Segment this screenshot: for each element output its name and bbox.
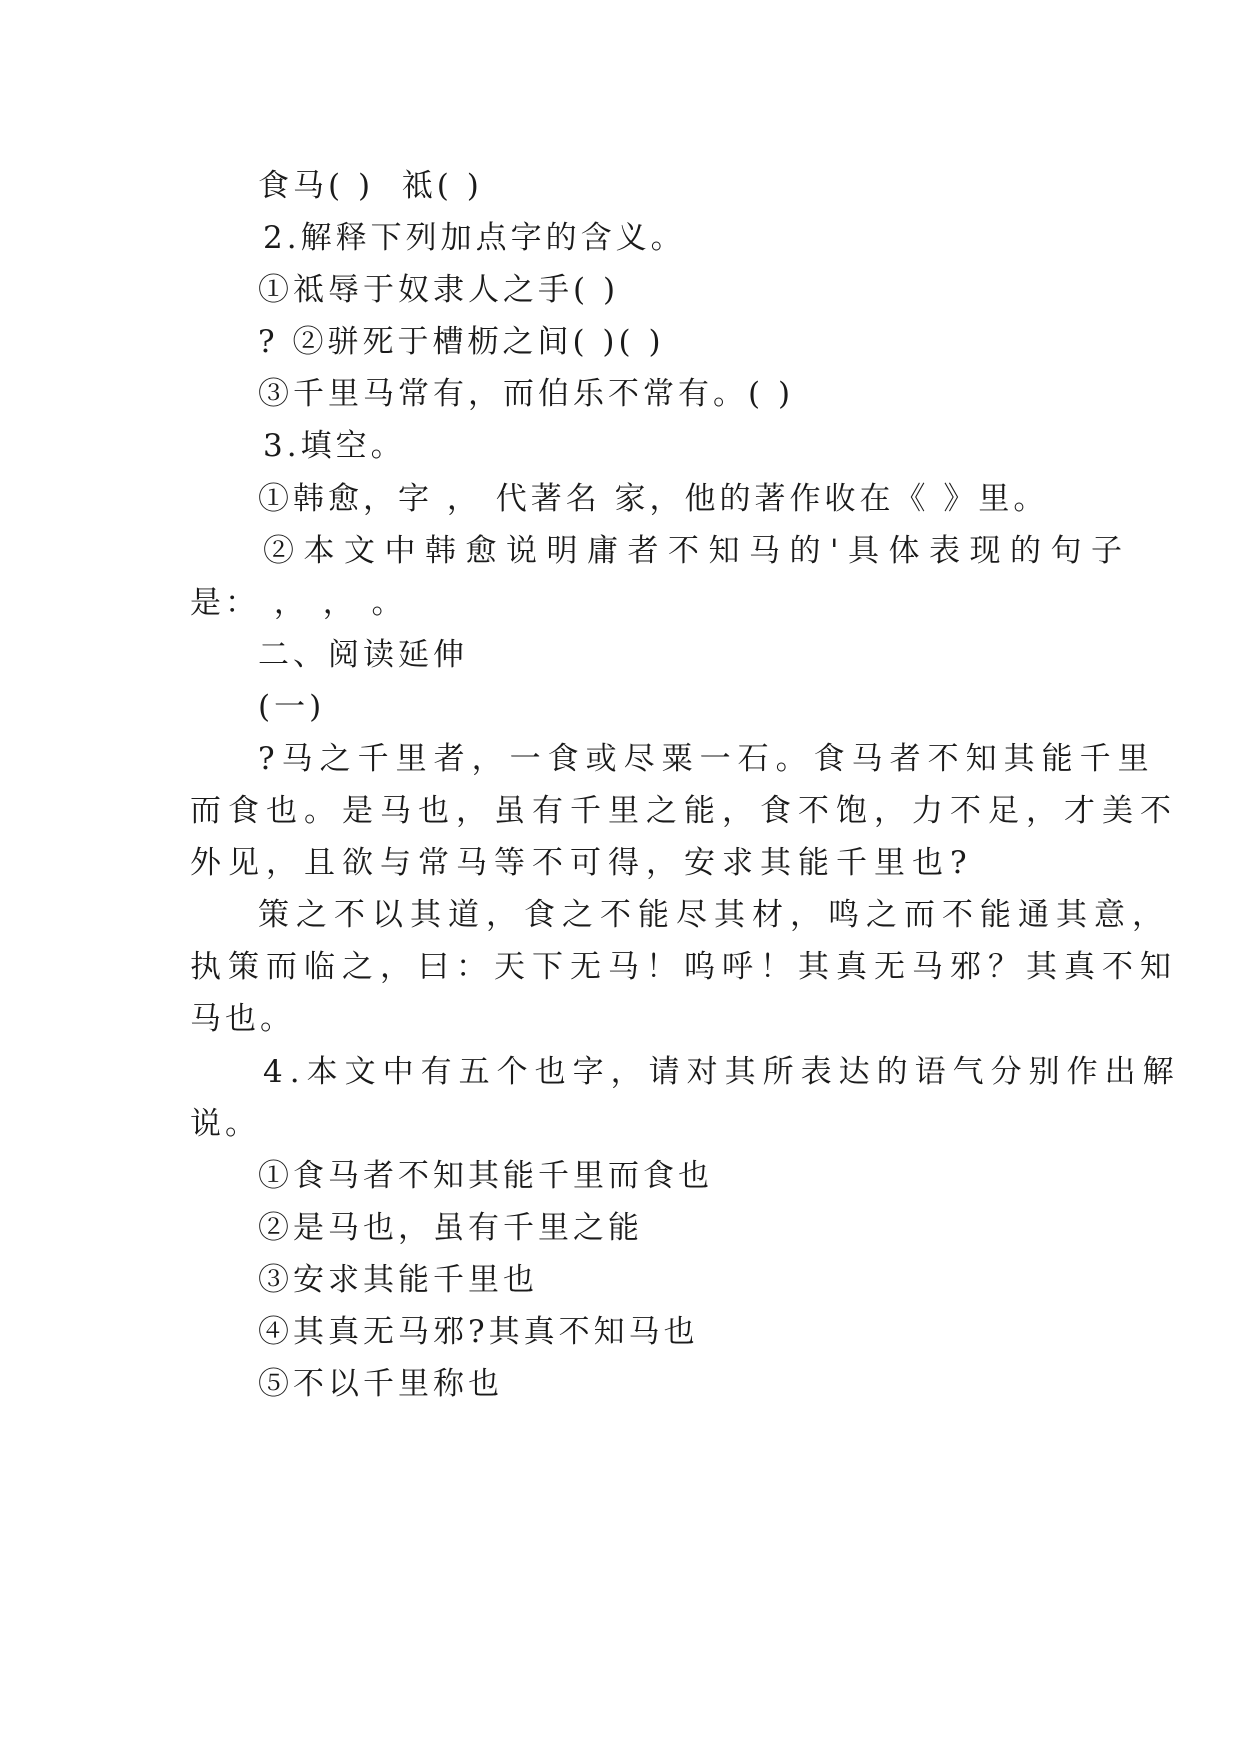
sub-item-1: ①食马者不知其能千里而食也 bbox=[258, 1158, 713, 1194]
question-4-line-1: 4.本文中有五个也字，请对其所表达的语气分别作出解 bbox=[263, 1054, 1181, 1090]
passage-line-6: 马也。 bbox=[190, 1001, 295, 1037]
text-line-8: ②本文中韩愈说明庸者不知马的'具体表现的句子 bbox=[263, 533, 1132, 569]
question-2-heading: 2.解释下列加点字的含义。 bbox=[263, 220, 686, 256]
passage-line-2: 而食也。是马也，虽有千里之能，食不饱，力不足，才美不 bbox=[190, 793, 1178, 829]
passage-line-5: 执策而临之，曰：天下无马！呜呼！其真无马邪？其真不知 bbox=[190, 949, 1178, 985]
text-line-5: ③千里马常有，而伯乐不常有。( ) bbox=[258, 376, 795, 412]
question-4-line-2: 说。 bbox=[190, 1106, 260, 1142]
sub-item-2: ②是马也，虽有千里之能 bbox=[258, 1210, 643, 1246]
subsection-label: (一) bbox=[258, 689, 326, 725]
text-line-9: 是： ， ， 。 bbox=[190, 585, 407, 621]
passage-line-1: ?马之千里者，一食或尽粟一石。食马者不知其能千里 bbox=[258, 741, 1156, 777]
text-line-7: ①韩愈，字 ， 代著名 家，他的著作收在《 》里。 bbox=[258, 481, 1049, 517]
text-line-3: ①祗辱于奴隶人之手( ) bbox=[258, 272, 620, 308]
text-line-4: ? ②骈死于槽枥之间( )( ) bbox=[258, 324, 665, 360]
section-heading: 二、阅读延伸 bbox=[258, 637, 468, 673]
text-line-1: 食马( ) 祗( ) bbox=[258, 168, 483, 204]
sub-item-4: ④其真无马邪?其真不知马也 bbox=[258, 1314, 699, 1350]
passage-line-4: 策之不以其道，食之不能尽其材，鸣之而不能通其意， bbox=[258, 897, 1170, 933]
question-3-heading: 3.填空。 bbox=[263, 428, 406, 464]
passage-line-3: 外见，且欲与常马等不可得，安求其能千里也? bbox=[190, 845, 974, 881]
sub-item-5: ⑤不以千里称也 bbox=[258, 1366, 503, 1402]
sub-item-3: ③安求其能千里也 bbox=[258, 1262, 538, 1298]
